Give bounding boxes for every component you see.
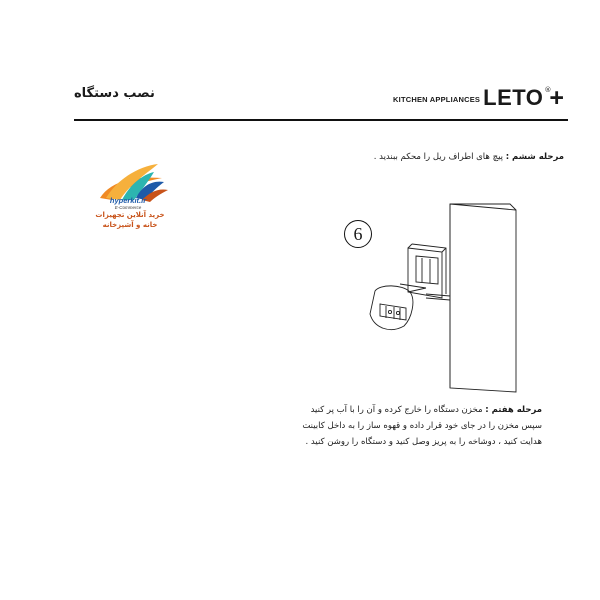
logo-tagline-1: خرید آنلاین تجهیزات [95, 211, 165, 219]
step-6-label: مرحله ششم : [505, 152, 564, 162]
step-7-text: مخزن دستگاه را خارج کرده و آن را با آب پر کنید سپس مخزن را در جای خود قرار داده و قهوه ساز را به داخل کابینت هدایت کنید ، دوشاخه را به پریز وصل کنید و دستگاه را روشن کنید . [302, 405, 542, 447]
logo-tagline-2: خانه و آشپزخانه [102, 221, 158, 229]
brand-subtitle: KITCHEN APPLIANCES [393, 95, 481, 104]
step-6-text: پیچ های اطراف ریل را محکم ببندید . [373, 152, 506, 162]
registered-mark: ® [544, 86, 552, 94]
page-title: نصب دستگاه [74, 86, 155, 101]
brand-plus: + [549, 84, 564, 112]
logo-subtitle: E-Commerce [114, 205, 142, 210]
step-7-label: مرحله هفتم : [485, 405, 542, 415]
logo-site: hyperkit.ir [109, 196, 147, 205]
brand-logo [393, 84, 564, 112]
header-divider [74, 119, 568, 121]
step-number-badge: 6 [344, 220, 372, 248]
brand-name: LETO [483, 85, 544, 110]
step-7-instruction [292, 402, 542, 450]
step-6-instruction [264, 152, 564, 162]
